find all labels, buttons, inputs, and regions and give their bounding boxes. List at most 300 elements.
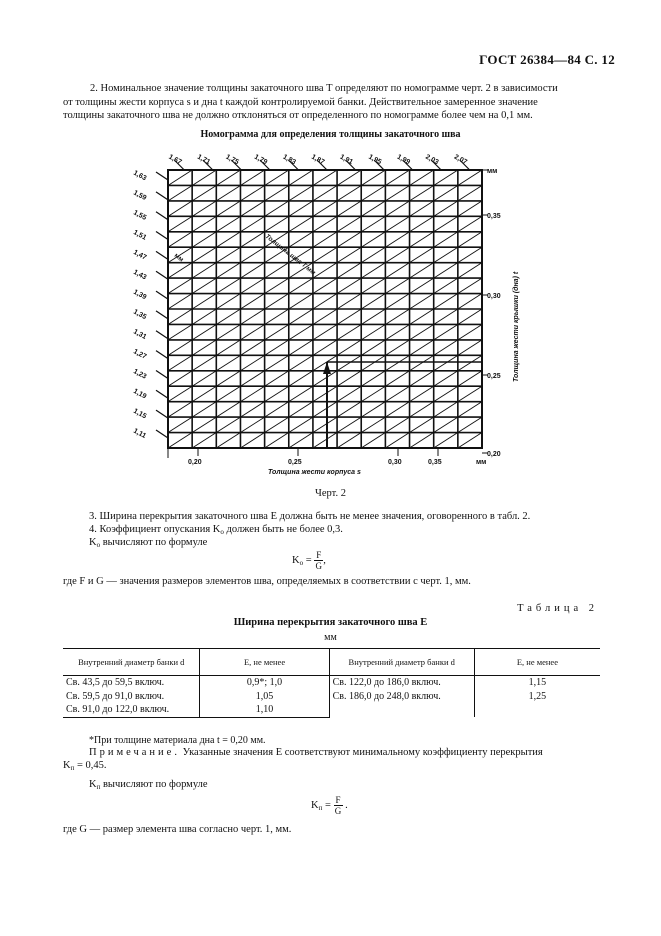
grid-diagonal — [337, 386, 361, 401]
figure-caption: Черт. 2 — [315, 488, 346, 499]
grid-diagonal — [289, 294, 313, 309]
top-scale-label: 1,99 — [395, 153, 412, 167]
grid-diagonal — [434, 232, 458, 247]
grid-diagonal — [410, 232, 434, 247]
grid-diagonal — [458, 386, 482, 401]
left-scale-tick — [156, 331, 168, 339]
paragraph-2-line-3: толщины закаточного шва не должно отклоняться от определенного по номограмме более чем на 0,1 мм. — [63, 110, 533, 121]
top-scale-label: 1,91 — [338, 153, 354, 167]
top-scale-label: 1,87 — [310, 153, 326, 167]
bottom-axis-value: 0,35 — [428, 459, 442, 466]
grid-diagonal — [168, 402, 192, 417]
header-diameter-1: Внутренний диаметр банки d — [63, 649, 200, 676]
cell-empty — [329, 703, 474, 717]
grid-diagonal — [192, 216, 216, 231]
grid-diagonal — [434, 355, 458, 370]
grid-diagonal — [313, 185, 337, 200]
grid-diagonal — [361, 201, 385, 216]
grid-diagonal — [458, 216, 482, 231]
left-scale-tick — [156, 291, 168, 299]
grid-diagonal — [410, 402, 434, 417]
grid-diagonal — [289, 340, 313, 355]
left-scale-label: 1,51 — [132, 229, 148, 242]
grid-diagonal — [337, 417, 361, 432]
bottom-axis-value: 0,25 — [288, 459, 302, 466]
grid-diagonal — [337, 324, 361, 339]
grid-diagonal — [410, 433, 434, 448]
grid-diagonal — [192, 386, 216, 401]
left-scale-label: 1,55 — [132, 209, 148, 222]
right-axis-value: 0,20 — [487, 451, 501, 458]
grid-diagonal — [265, 216, 289, 231]
grid-diagonal — [385, 355, 409, 370]
grid-diagonal — [385, 278, 409, 293]
grid-diagonal — [337, 263, 361, 278]
left-scale-tick — [156, 351, 168, 359]
grid-diagonal — [168, 263, 192, 278]
grid-diagonal — [337, 355, 361, 370]
right-axis-value: 0,35 — [487, 213, 501, 220]
left-scale-label: 1,19 — [132, 387, 148, 401]
paragraph-2 — [63, 82, 599, 123]
right-axis-value: 0,30 — [487, 293, 501, 300]
grid-diagonal — [434, 185, 458, 200]
grid-diagonal — [289, 324, 313, 339]
grid-diagonal — [192, 185, 216, 200]
grid-diagonal — [458, 170, 482, 185]
grid-diagonal — [337, 216, 361, 231]
grid-diagonal — [289, 278, 313, 293]
grid-diagonal — [240, 386, 264, 401]
grid-diagonal — [289, 402, 313, 417]
left-scale-tick — [156, 311, 168, 319]
grid-diagonal — [361, 216, 385, 231]
top-scale-label: 2,03 — [424, 153, 440, 167]
grid-diagonal — [216, 433, 240, 448]
grid-diagonal — [265, 355, 289, 370]
grid-diagonal — [240, 355, 264, 370]
grid-diagonal — [192, 402, 216, 417]
grid-diagonal — [192, 278, 216, 293]
grid-diagonal — [410, 355, 434, 370]
grid-diagonal — [216, 402, 240, 417]
grid-diagonal — [216, 309, 240, 324]
grid-diagonal — [458, 417, 482, 432]
grid-diagonal — [240, 309, 264, 324]
grid-diagonal — [313, 247, 337, 262]
formula-1-intro: $K_о$ вычисляют по формуле — [89, 537, 208, 549]
grid-diagonal — [265, 263, 289, 278]
grid-diagonal — [168, 185, 192, 200]
grid-diagonal — [410, 386, 434, 401]
grid-diagonal — [385, 402, 409, 417]
grid-diagonal — [168, 278, 192, 293]
where-1: где F и G — значения размеров элементов шва, определяемых в соответствии с черт. 1, мм. — [63, 576, 471, 587]
grid-diagonal — [410, 278, 434, 293]
grid-diagonal — [216, 386, 240, 401]
cell-diameter: Св. 186,0 до 248,0 включ. — [329, 690, 474, 704]
grid-diagonal — [192, 371, 216, 386]
grid-diagonal — [216, 247, 240, 262]
grid-diagonal — [361, 294, 385, 309]
grid-diagonal — [337, 340, 361, 355]
header-diameter-2: Внутренний диаметр банки d — [329, 649, 474, 676]
grid-diagonal — [216, 216, 240, 231]
grid-diagonal — [361, 309, 385, 324]
grid-diagonal — [265, 309, 289, 324]
grid-diagonal — [192, 355, 216, 370]
grid-diagonal — [410, 324, 434, 339]
top-scale-label: 1,75 — [224, 153, 240, 167]
page-header: ГОСТ 26384—84 С. 12 — [479, 52, 615, 67]
grid-diagonal — [361, 232, 385, 247]
grid-diagonal — [458, 371, 482, 386]
left-scale-label: 1,15 — [132, 407, 148, 421]
left-scale-label: 1,47 — [132, 248, 148, 262]
formula-1-numerator: F — [316, 550, 322, 560]
grid-diagonal — [337, 232, 361, 247]
left-scale-label: 1,35 — [132, 308, 148, 322]
paragraph-2-line-2: от толщины жести корпуса s и дна t каждой контролируемой банки. Действительное замеренное значение — [63, 96, 538, 108]
grid-diagonal — [240, 402, 264, 417]
grid-diagonal — [361, 433, 385, 448]
grid-diagonal — [168, 324, 192, 339]
grid-diagonal — [361, 263, 385, 278]
grid-diagonal — [361, 247, 385, 262]
grid-diagonal — [168, 309, 192, 324]
header-e-1: E, не менее — [200, 649, 329, 676]
grid-diagonal — [458, 324, 482, 339]
grid-diagonal — [192, 232, 216, 247]
grid-diagonal — [361, 355, 385, 370]
grid-diagonal — [265, 340, 289, 355]
grid-diagonal — [434, 216, 458, 231]
grid-diagonal — [385, 386, 409, 401]
grid-diagonal — [385, 309, 409, 324]
grid-diagonal — [168, 294, 192, 309]
grid-diagonal — [410, 294, 434, 309]
grid-diagonal — [337, 278, 361, 293]
grid-diagonal — [265, 201, 289, 216]
left-scale-tick — [156, 251, 168, 259]
grid-diagonal — [192, 340, 216, 355]
grid-diagonal — [337, 170, 361, 185]
inner-unit-label: мм — [172, 252, 185, 264]
grid-diagonal — [458, 278, 482, 293]
top-scale-label: 1,95 — [367, 153, 383, 167]
grid-diagonal — [240, 324, 264, 339]
cell-diameter: Св. 91,0 до 122,0 включ. — [63, 703, 200, 717]
table-2 — [63, 648, 600, 718]
grid-diagonal — [289, 355, 313, 370]
grid-diagonal — [313, 324, 337, 339]
grid-diagonal — [410, 216, 434, 231]
grid-diagonal — [168, 417, 192, 432]
table-number: Таблица 2 — [517, 603, 598, 614]
grid-diagonal — [168, 386, 192, 401]
grid-diagonal — [289, 185, 313, 200]
cell-e: 1,15 — [474, 676, 600, 690]
grid-diagonal — [385, 340, 409, 355]
left-scale-tick — [156, 410, 168, 418]
grid-diagonal — [458, 232, 482, 247]
left-scale-label: 1,63 — [132, 169, 148, 183]
grid-diagonal — [192, 247, 216, 262]
grid-diagonal — [410, 247, 434, 262]
grid-diagonal — [361, 371, 385, 386]
top-scale-label: 1,67 — [167, 153, 183, 167]
grid-diagonal — [216, 278, 240, 293]
paragraph-2-line-1: 2. Номинальное значение толщины закаточного шва T определяют по номограмме черт. 2 в зависимости — [90, 83, 558, 94]
grid-diagonal — [385, 185, 409, 200]
grid-diagonal — [410, 263, 434, 278]
grid-diagonal — [240, 278, 264, 293]
right-axis-unit: мм — [487, 168, 498, 175]
table-row — [63, 703, 600, 717]
grid-diagonal — [410, 185, 434, 200]
grid-diagonal — [337, 247, 361, 262]
grid-diagonal — [265, 278, 289, 293]
left-scale-tick — [156, 390, 168, 398]
cell-diameter: Св. 43,5 до 59,5 включ. — [66, 677, 165, 689]
cell-e: 1,10 — [200, 703, 329, 717]
right-axis-label: Толщина жести крышки (дна) t — [513, 271, 520, 382]
grid-diagonal — [385, 263, 409, 278]
left-scale-tick — [156, 172, 168, 180]
grid-diagonal — [458, 185, 482, 200]
top-scale-label: 2,07 — [452, 153, 469, 167]
grid-diagonal — [385, 247, 409, 262]
grid-diagonal — [265, 386, 289, 401]
grid-diagonal — [216, 185, 240, 200]
grid-diagonal — [434, 386, 458, 401]
left-scale-label: 1,23 — [132, 368, 148, 381]
table-row — [63, 676, 600, 690]
grid-diagonal — [385, 371, 409, 386]
grid-diagonal — [361, 417, 385, 432]
grid-diagonal — [410, 170, 434, 185]
grid-diagonal — [313, 278, 337, 293]
grid-diagonal — [168, 355, 192, 370]
grid-diagonal — [337, 433, 361, 448]
grid-diagonal — [240, 371, 264, 386]
left-scale-tick — [156, 271, 168, 279]
where-2: где G — размер элемента шва согласно черт. 1, мм. — [63, 824, 292, 835]
formula-2: $K_п$ = $\frac{F}{G}$ . — [311, 795, 348, 816]
grid-diagonal — [168, 216, 192, 231]
grid-diagonal — [265, 170, 289, 185]
grid-diagonal — [385, 216, 409, 231]
grid-diagonal — [313, 386, 337, 401]
grid-diagonal — [216, 294, 240, 309]
grid-diagonal — [168, 371, 192, 386]
grid-diagonal — [265, 402, 289, 417]
bottom-axis-value: 0,20 — [188, 459, 202, 466]
table-row — [63, 690, 600, 704]
grid-diagonal — [337, 371, 361, 386]
grid-diagonal — [240, 263, 264, 278]
left-scale-label: 1,43 — [132, 268, 148, 282]
grid-diagonal — [265, 371, 289, 386]
grid-diagonal — [216, 170, 240, 185]
grid-diagonal — [385, 417, 409, 432]
grid-diagonal — [289, 371, 313, 386]
grid-diagonal — [240, 247, 264, 262]
grid-diagonal — [434, 324, 458, 339]
nomogram — [130, 142, 530, 482]
grid-diagonal — [361, 185, 385, 200]
formula-2-intro: $K_п$ вычисляют по формуле — [89, 779, 208, 791]
grid-diagonal — [458, 263, 482, 278]
grid-diagonal — [265, 185, 289, 200]
right-axis-value: 0,25 — [487, 373, 501, 380]
nomogram-title: Номограмма для определения толщины закаточного шва — [200, 129, 461, 140]
grid-diagonal — [337, 294, 361, 309]
grid-diagonal — [313, 232, 337, 247]
grid-diagonal — [458, 340, 482, 355]
grid-diagonal — [410, 201, 434, 216]
grid-diagonal — [313, 433, 337, 448]
diagonal-label: Толщина шва T мм — [263, 233, 317, 277]
nomogram-grid — [168, 170, 482, 448]
table-footnote: *При толщине материала дна t = 0,20 мм. — [89, 735, 266, 746]
formula-1-denominator: G — [315, 561, 323, 571]
grid-diagonal — [434, 201, 458, 216]
left-scale-label: 1,31 — [132, 328, 148, 341]
grid-diagonal — [289, 309, 313, 324]
grid-diagonal — [192, 417, 216, 432]
grid-diagonal — [434, 247, 458, 262]
top-scale-label: 1,83 — [281, 153, 297, 167]
grid-diagonal — [192, 170, 216, 185]
grid-diagonal — [410, 309, 434, 324]
grid-diagonal — [434, 340, 458, 355]
left-scale-tick — [156, 370, 168, 378]
grid-diagonal — [216, 355, 240, 370]
grid-diagonal — [313, 402, 337, 417]
grid-diagonal — [361, 402, 385, 417]
grid-diagonal — [385, 170, 409, 185]
formula-1: $K_о$ = $\frac{F}{G}$ , — [292, 550, 326, 571]
grid-diagonal — [385, 324, 409, 339]
grid-diagonal — [313, 170, 337, 185]
cell-e: 1,25 — [474, 690, 600, 704]
grid-diagonal — [192, 309, 216, 324]
grid-diagonal — [168, 340, 192, 355]
grid-diagonal — [240, 185, 264, 200]
grid-diagonal — [458, 247, 482, 262]
grid-diagonal — [265, 417, 289, 432]
bottom-axis-value: 0,30 — [388, 459, 402, 466]
grid-diagonal — [240, 170, 264, 185]
grid-diagonal — [313, 201, 337, 216]
grid-diagonal — [216, 340, 240, 355]
grid-diagonal — [216, 232, 240, 247]
left-scale-tick — [156, 192, 168, 200]
top-scale-label: 1,71 — [195, 153, 212, 167]
left-scale-label: 1,11 — [132, 427, 148, 440]
grid-diagonal — [434, 402, 458, 417]
grid-diagonal — [313, 294, 337, 309]
grid-diagonal — [192, 294, 216, 309]
grid-diagonal — [240, 232, 264, 247]
table-title: Ширина перекрытия закаточного шва E — [233, 617, 428, 628]
top-scale-label: 1,79 — [252, 153, 269, 167]
grid-diagonal — [458, 355, 482, 370]
grid-diagonal — [410, 371, 434, 386]
formula-2-numerator: F — [335, 795, 341, 805]
grid-diagonal — [458, 309, 482, 324]
grid-diagonal — [265, 294, 289, 309]
grid-diagonal — [385, 433, 409, 448]
grid-diagonal — [289, 433, 313, 448]
grid-diagonal — [265, 324, 289, 339]
left-scale-label: 1,59 — [132, 189, 148, 203]
grid-diagonal — [337, 185, 361, 200]
left-scale-tick — [156, 212, 168, 220]
grid-diagonal — [240, 340, 264, 355]
grid-diagonal — [313, 216, 337, 231]
grid-diagonal — [216, 417, 240, 432]
grid-diagonal — [434, 371, 458, 386]
grid-diagonal — [434, 170, 458, 185]
grid-diagonal — [434, 417, 458, 432]
table-note: Примечание. Указанные значения E соответствуют минимальному коэффициенту перекрытия $K_п = 0,45$. — [63, 747, 543, 772]
grid-diagonal — [289, 170, 313, 185]
grid-diagonal — [313, 340, 337, 355]
grid-diagonal — [289, 417, 313, 432]
grid-diagonal — [216, 371, 240, 386]
cell-e: 0,9*; 1,0 — [200, 676, 329, 690]
grid-diagonal — [361, 278, 385, 293]
note-label: Примечание. — [89, 747, 180, 758]
paragraph-4: 4. Коэффициент опускания $K_о$ должен быть не более 0,3. — [89, 524, 343, 536]
grid-diagonal — [168, 232, 192, 247]
grid-diagonal — [385, 201, 409, 216]
grid-diagonal — [240, 433, 264, 448]
cell-empty — [474, 703, 600, 717]
cell-diameter: Св. 59,5 до 91,0 включ. — [66, 690, 165, 702]
grid-diagonal — [192, 201, 216, 216]
grid-diagonal — [265, 433, 289, 448]
note-text: Указанные значения E соответствуют минимальному коэффициенту перекрытия — [179, 747, 543, 758]
grid-diagonal — [434, 263, 458, 278]
grid-diagonal — [361, 386, 385, 401]
grid-diagonal — [216, 263, 240, 278]
grid-diagonal — [434, 433, 458, 448]
grid-diagonal — [434, 309, 458, 324]
grid-diagonal — [434, 278, 458, 293]
grid-diagonal — [385, 294, 409, 309]
table-header-row — [63, 649, 600, 676]
grid-diagonal — [289, 386, 313, 401]
grid-diagonal — [385, 232, 409, 247]
paragraph-3: 3. Ширина перекрытия закаточного шва E должна быть не менее значения, оговоренного в табл. 2. — [89, 511, 531, 522]
grid-diagonal — [410, 417, 434, 432]
grid-diagonal — [458, 201, 482, 216]
bottom-axis-unit: мм — [476, 459, 487, 466]
cell-e: 1,05 — [200, 690, 329, 704]
grid-diagonal — [337, 402, 361, 417]
grid-diagonal — [168, 433, 192, 448]
grid-diagonal — [240, 201, 264, 216]
grid-diagonal — [337, 201, 361, 216]
grid-diagonal — [313, 309, 337, 324]
bottom-axis-label: Толщина жести корпуса s — [268, 469, 361, 476]
grid-diagonal — [410, 340, 434, 355]
grid-diagonal — [168, 170, 192, 185]
grid-diagonal — [289, 232, 313, 247]
